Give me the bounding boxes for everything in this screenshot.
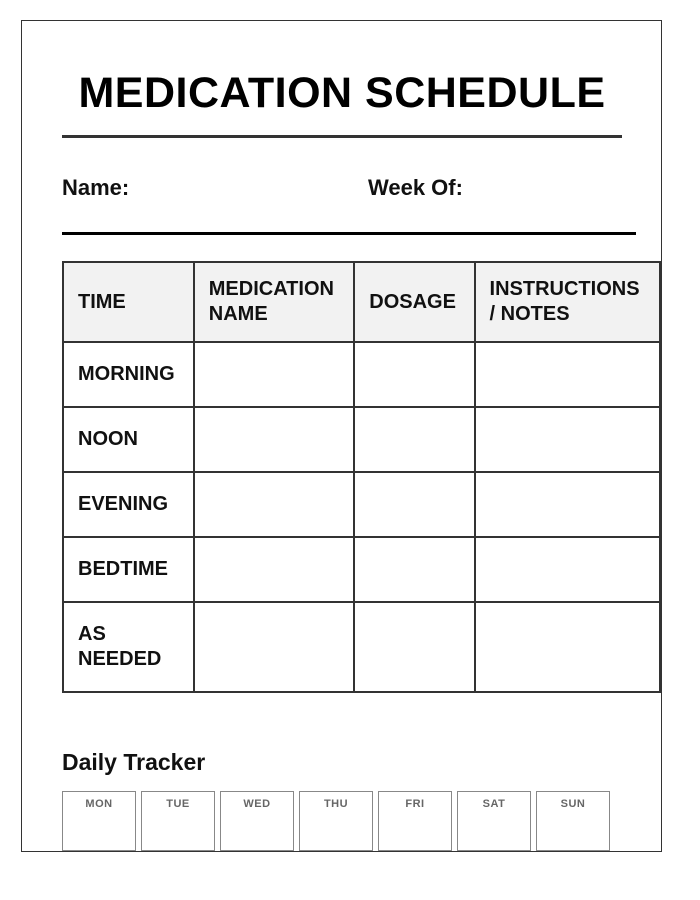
day-box-sun[interactable]: SUN (536, 791, 610, 851)
day-box-thu[interactable]: THU (299, 791, 373, 851)
header-time: TIME (63, 262, 194, 342)
day-box-sat[interactable]: SAT (457, 791, 531, 851)
instructions-cell[interactable] (475, 472, 660, 537)
fields-underline (62, 232, 636, 235)
header-dosage: DOSAGE (354, 262, 474, 342)
medication-table (62, 261, 661, 693)
table-row (63, 472, 660, 537)
table-row (63, 537, 660, 602)
table-row (63, 602, 660, 692)
day-box-tue[interactable]: TUE (141, 791, 215, 851)
dosage-cell[interactable] (354, 602, 474, 692)
row-time-label: AS NEEDED (63, 602, 194, 692)
medication-name-cell[interactable] (194, 602, 355, 692)
dosage-cell[interactable] (354, 472, 474, 537)
instructions-cell[interactable] (475, 342, 660, 407)
row-time-label: BEDTIME (63, 537, 194, 602)
row-time-label: MORNING (63, 342, 194, 407)
week-of-label: Week Of: (368, 175, 463, 200)
day-box-mon[interactable]: MON (62, 791, 136, 851)
daily-tracker-heading: Daily Tracker (62, 749, 206, 775)
instructions-cell[interactable] (475, 407, 660, 472)
medication-name-cell[interactable] (194, 407, 355, 472)
medication-name-cell[interactable] (194, 472, 355, 537)
table-row (63, 407, 660, 472)
dosage-cell[interactable] (354, 342, 474, 407)
name-label: Name: (62, 175, 130, 200)
table-row (63, 342, 660, 407)
table-header-row (63, 262, 660, 342)
header-medication-name: MEDICATION NAME (194, 262, 355, 342)
day-box-wed[interactable]: WED (220, 791, 294, 851)
dosage-cell[interactable] (354, 407, 474, 472)
page-title: MEDICATION SCHEDULE (78, 69, 606, 117)
document-page (21, 20, 662, 852)
title-divider (62, 135, 622, 138)
instructions-cell[interactable] (475, 602, 660, 692)
dosage-cell[interactable] (354, 537, 474, 602)
instructions-cell[interactable] (475, 537, 660, 602)
row-time-label: NOON (63, 407, 194, 472)
medication-name-cell[interactable] (194, 342, 355, 407)
header-instructions-notes: INSTRUCTIONS / NOTES (475, 262, 660, 342)
day-box-fri[interactable]: FRI (378, 791, 452, 851)
daily-tracker-days (62, 791, 610, 851)
row-time-label: EVENING (63, 472, 194, 537)
medication-name-cell[interactable] (194, 537, 355, 602)
